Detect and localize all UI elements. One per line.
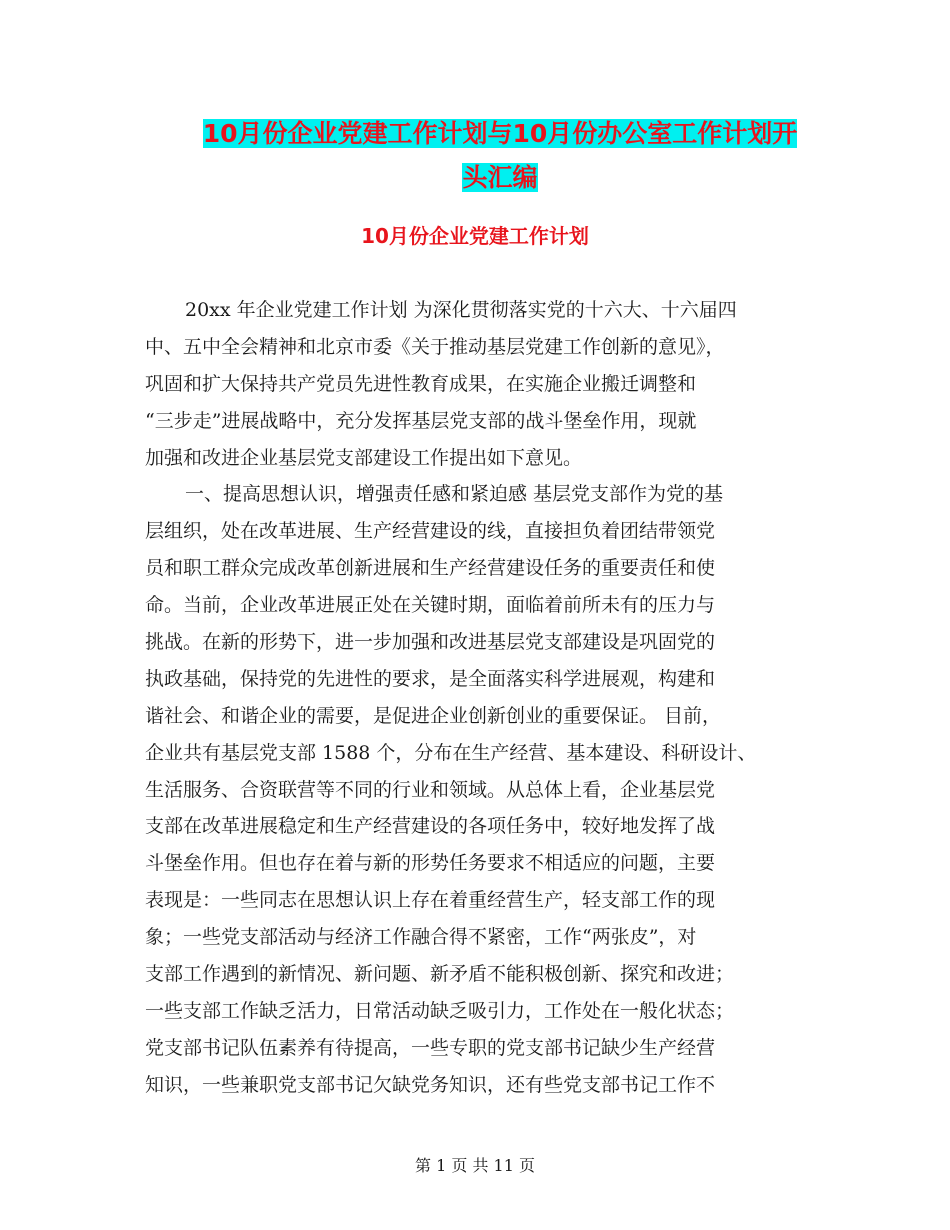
body-line: 巩固和扩大保持共产党员先进性教育成果，在实施企业搬迁调整和 [145,372,697,395]
body-text [145,292,815,1104]
body-line: 支部工作遇到的新情况、新问题、新矛盾不能积极创新、探究和改进； [145,963,735,986]
body-line: 支部在改革进展稳定和生产经营建设的各项任务中，较好地发挥了战 [145,815,716,838]
body-line: 党支部书记队伍素养有待提高，一些专职的党支部书记缺少生产经营 [145,1036,716,1059]
body-line: 员和职工群众完成改革创新进展和生产经营建设任务的重要责任和使 [145,557,716,580]
body-line: 斗堡垒作用。但也存在着与新的形势任务要求不相适应的问题，主要 [145,852,716,875]
body-line: 一、提高思想认识，增强责任感和紧迫感 基层党支部作为党的基 [185,483,724,506]
body-line: 层组织，处在改革进展、生产经营建设的线，直接担负着团结带领党 [145,520,716,543]
body-line: 表现是：一些同志在思想认识上存在着重经营生产，轻支部工作的现 [145,889,716,912]
body-line: 20xx 年企业党建工作计划 为深化贯彻落实党的十六大、十六届四 [185,299,737,321]
body-line: 知识，一些兼职党支部书记欠缺党务知识，还有些党支部书记工作不 [145,1073,716,1096]
document-title [185,112,815,200]
body-line: 中、五中全会精神和北京市委《关于推动基层党建工作创新的意见》， [145,335,725,358]
section-title: 10月份企业党建工作计划 [361,224,589,248]
body-line: 命。当前，企业改革进展正处在关键时期，面临着前所未有的压力与 [145,594,716,617]
document-title-line-2: 头汇编 [462,163,538,192]
body-line: “三步走”进展战略中，充分发挥基层党支部的战斗堡垒作用，现就 [145,409,697,432]
page-footer: 第 1 页 共 11 页 [415,1156,535,1175]
body-line: 生活服务、合资联营等不同的行业和领域。从总体上看，企业基层党 [145,778,716,801]
body-line: 执政基础，保持党的先进性的要求，是全面落实科学进展观，构建和 [145,667,716,690]
body-line: 谐社会、和谐企业的需要，是促进企业创新创业的重要保证。 目前， [145,704,722,727]
body-line: 象；一些党支部活动与经济工作融合得不紧密，工作“两张皮”，对 [145,926,697,949]
body-line: 挑战。在新的形势下，进一步加强和改进基层党支部建设是巩固党的 [145,631,716,654]
body-line: 企业共有基层党支部 1588 个，分布在生产经营、基本建设、科研设计、 [145,741,757,764]
document-title-line-1: 10月份企业党建工作计划与10月份办公室工作计划开 [202,119,798,148]
body-line: 加强和改进企业基层党支部建设工作提出如下意见。 [145,446,583,469]
body-line: 一些支部工作缺乏活力，日常活动缺乏吸引力，工作处在一般化状态； [145,999,735,1022]
